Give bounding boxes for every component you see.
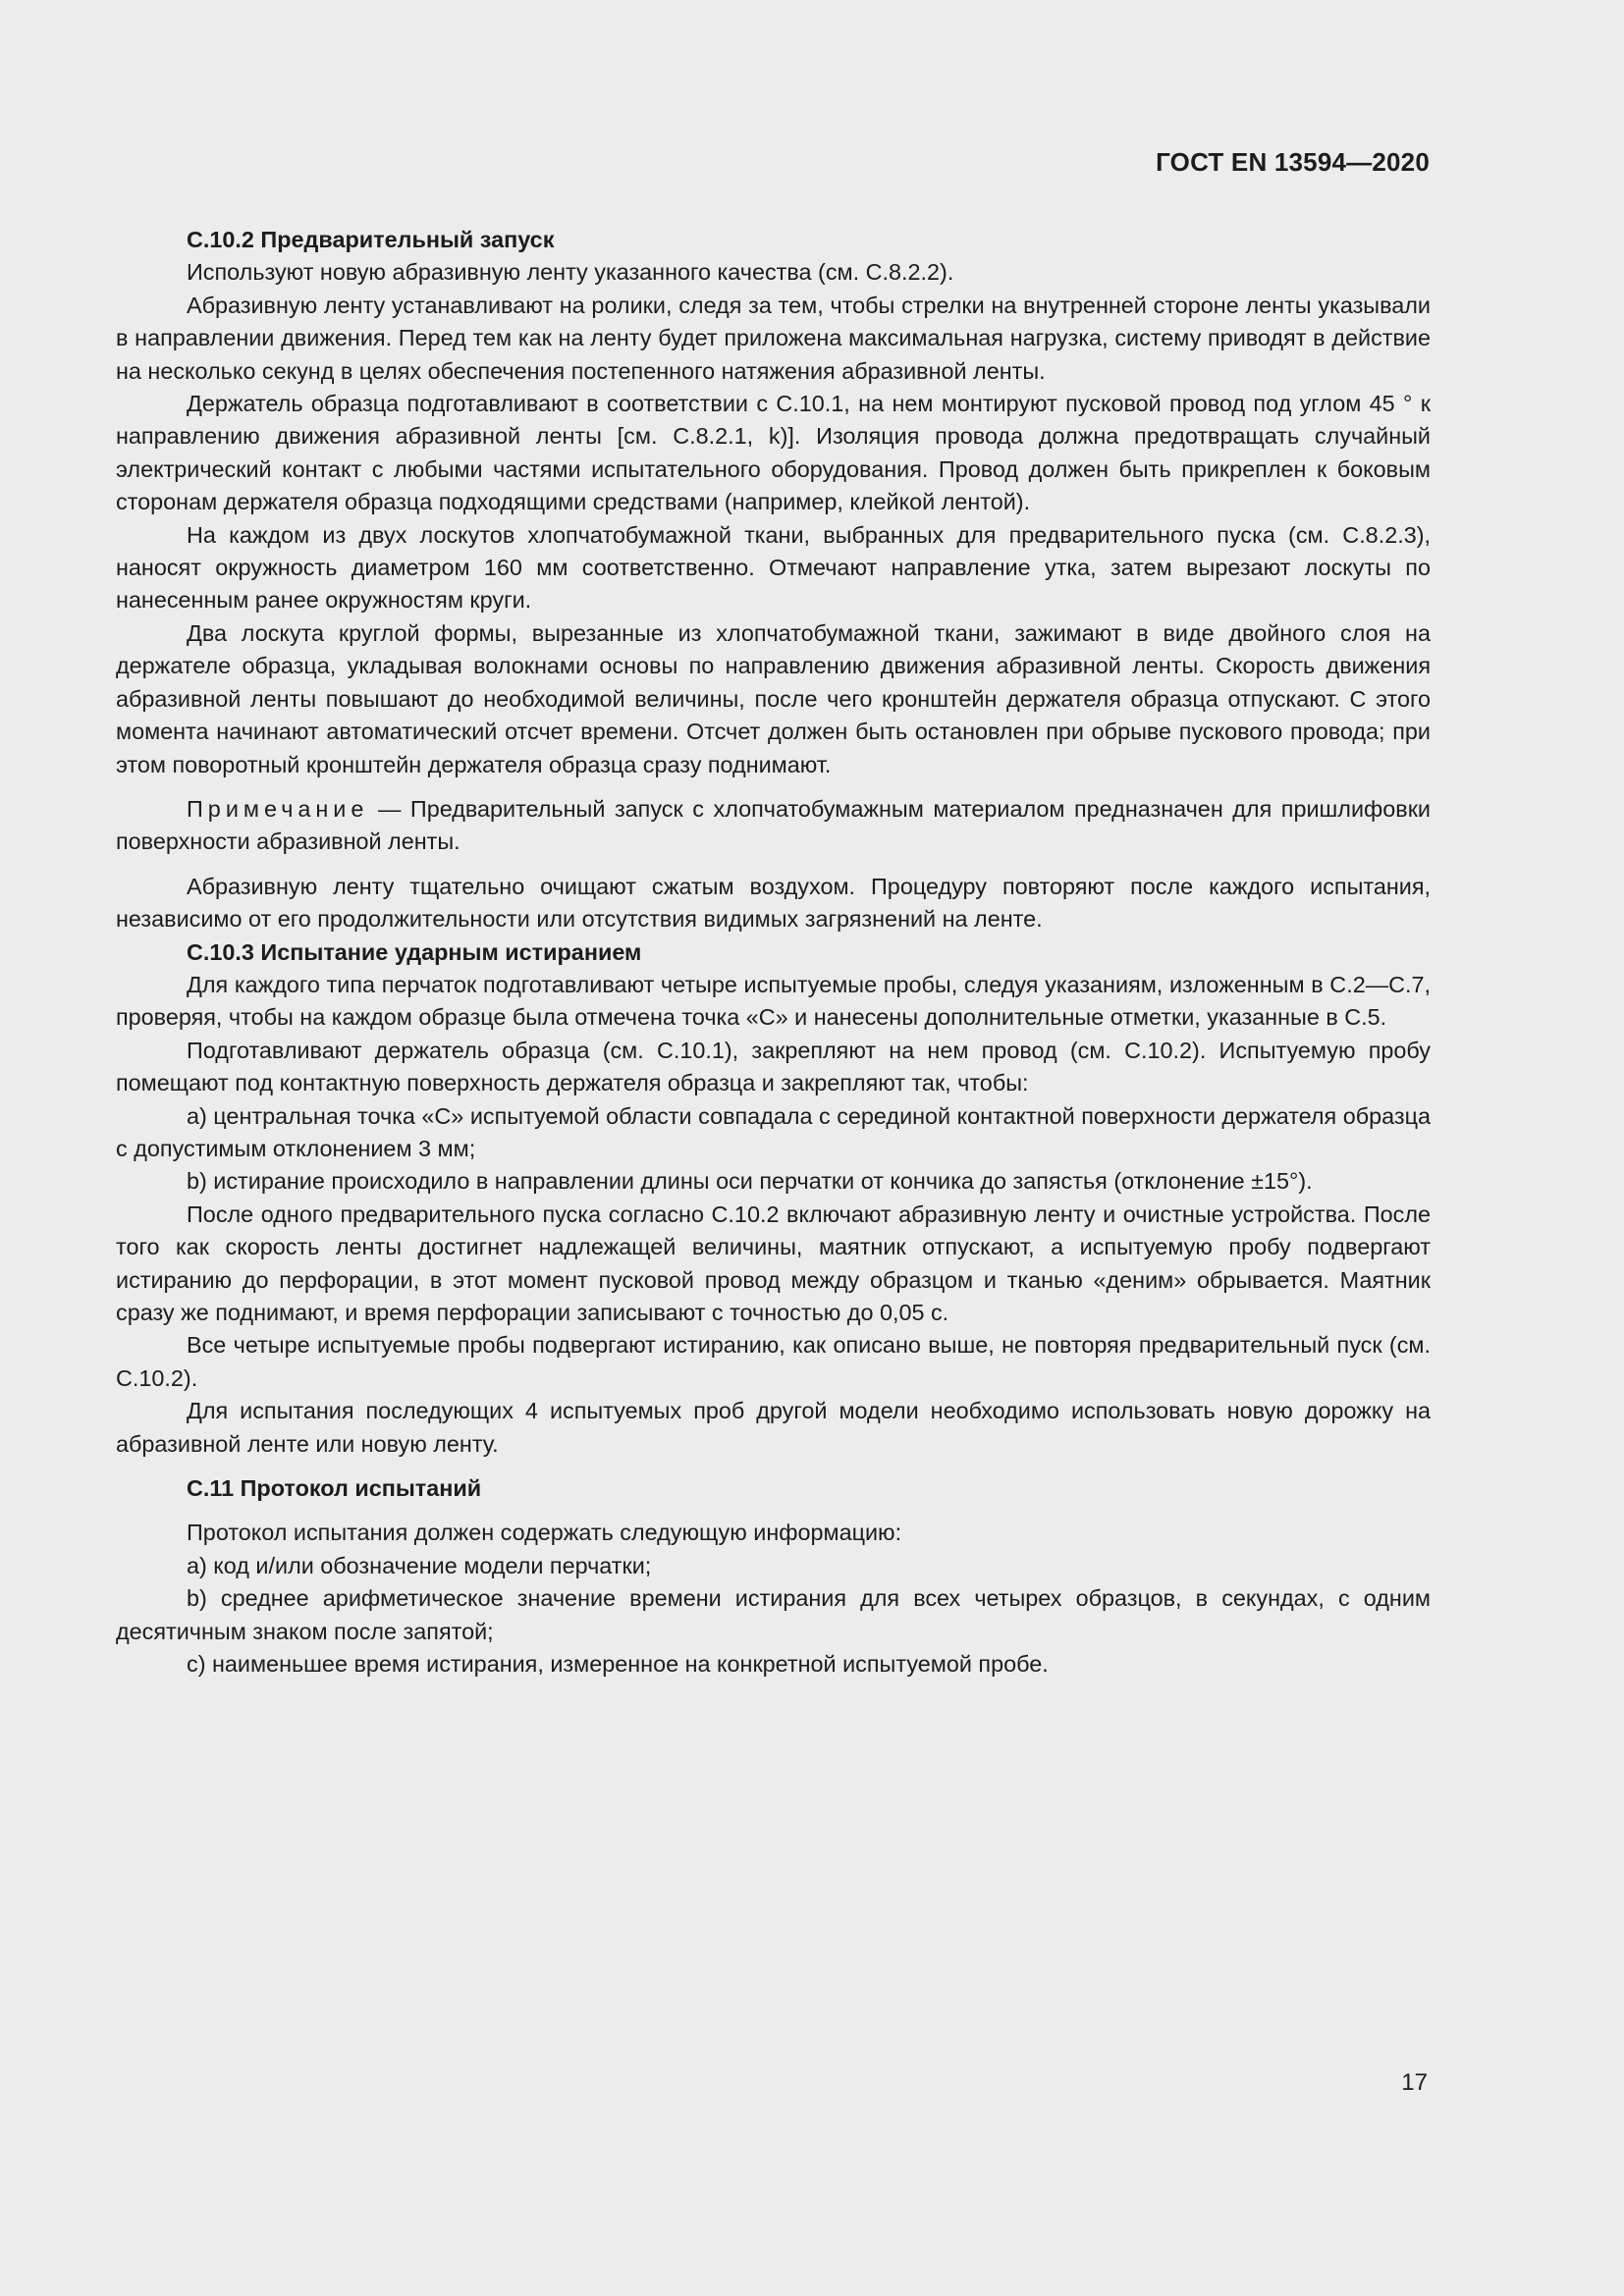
- paragraph: Для испытания последующих 4 испытуемых проб другой модели необходимо использовать новую дорожку на абразивной ленте или новую ленту.: [116, 1398, 1431, 1457]
- paragraph: Протокол испытания должен содержать следующую информацию:: [187, 1520, 902, 1546]
- paragraph: Абразивную ленту устанавливают на ролики, следя за тем, чтобы стрелки на внутренней стороне ленты указывали в направлении движения. Перед тем как на ленту будет приложена максимальная нагрузка, систему приводят в действие на несколько секунд в целях обеспечения постепенного натяжения абразивной ленты.: [116, 292, 1431, 384]
- paragraph: Подготавливают держатель образца (см. С.10.1), закрепляют на нем провод (см. С.10.2). Испытуемую пробу помещают под контактную поверхность держателя образца и закрепляют так, чтобы:: [116, 1037, 1431, 1096]
- note-text: — Предварительный запуск с хлопчатобумажным материалом предназначен для пришлифовки поверхности абразивной ленты.: [116, 795, 1431, 855]
- list-item: a) центральная точка «С» испытуемой области совпадала с серединой контактной поверхности держателя образца с допустимым отклонением 3 мм;: [116, 1102, 1431, 1161]
- list-item: a) код и/или обозначение модели перчатки;: [187, 1552, 652, 1578]
- document-header: ГОСТ EN 13594—2020: [1156, 147, 1430, 177]
- paragraph: Используют новую абразивную ленту указанного качества (см. С.8.2.2).: [187, 259, 954, 286]
- note: [116, 793, 1431, 859]
- paragraph: Абразивную ленту тщательно очищают сжатым воздухом. Процедуру повторяют после каждого испытания, независимо от его продолжительности или отсутствия видимых загрязнений на ленте.: [116, 873, 1431, 933]
- page-number: 17: [1401, 2069, 1428, 2096]
- paragraph: После одного предварительного пуска согласно С.10.2 включают абразивную ленту и очистные устройства. После того как скорость ленты достигнет надлежащей величины, маятник отпускают, а испытуемую пробу подвергают истиранию до перфорации, в этот момент пусковой провод между образцом и тканью «деним» обрывается. Маятник сразу же поднимают, и время перфорации записывают с точностью до 0,05 с.: [116, 1201, 1431, 1325]
- list-item: b) среднее арифметическое значение времени истирания для всех четырех образцов, в секундах, с одним десятичным знаком после запятой;: [116, 1585, 1431, 1644]
- list-item: c) наименьшее время истирания, измеренное на конкретной испытуемой пробе.: [187, 1651, 1049, 1678]
- list-item: b) истирание происходило в направлении длины оси перчатки от кончика до запястья (отклонение ±15°).: [187, 1168, 1313, 1195]
- paragraph: Два лоскута круглой формы, вырезанные из хлопчатобумажной ткани, зажимают в виде двойного слоя на держателе образца, укладывая волокнами основы по направлению движения абразивной ленты. Скорость движения абразивной ленты повышают до необходимой величины, после чего кронштейн держателя образца отпускают. С этого момента начинают автоматический отсчет времени. Отсчет должен быть остановлен при обрыве пускового провода; при этом поворотный кронштейн держателя образца сразу поднимают.: [116, 619, 1431, 777]
- paragraph: Для каждого типа перчаток подготавливают четыре испытуемые пробы, следуя указаниям, изложенным в С.2—С.7, проверяя, чтобы на каждом образце была отмечена точка «С» и нанесены дополнительные отметки, указанные в С.5.: [116, 971, 1431, 1031]
- section-heading-c11: С.11 Протокол испытаний: [187, 1475, 482, 1502]
- paragraph: Держатель образца подготавливают в соответствии с С.10.1, на нем монтируют пусковой провод под углом 45 ° к направлению движения абразивной ленты [см. С.8.2.1, k)]. Изоляция провода должна предотвращать случайный электрический контакт с любыми частями испытательного оборудования. Провод должен быть прикреплен к боковым сторонам держателя образца подходящими средствами (например, клейкой лентой).: [116, 391, 1431, 515]
- section-heading-c10-2: С.10.2 Предварительный запуск: [187, 227, 555, 252]
- paragraph: Все четыре испытуемые пробы подвергают истиранию, как описано выше, не повторяя предварительный пуск (см. С.10.2).: [116, 1332, 1431, 1391]
- note-label: Примечание: [187, 795, 369, 822]
- paragraph: На каждом из двух лоскутов хлопчатобумажной ткани, выбранных для предварительного пуска (см. С.8.2.3), наносят окружность диаметром 160 мм соответственно. Отмечают направление утка, затем вырезают лоскуты по нанесенным ранее окружностям круги.: [116, 521, 1431, 614]
- document-body: [116, 224, 1431, 1681]
- section-heading-c10-3: С.10.3 Испытание ударным истиранием: [187, 938, 642, 965]
